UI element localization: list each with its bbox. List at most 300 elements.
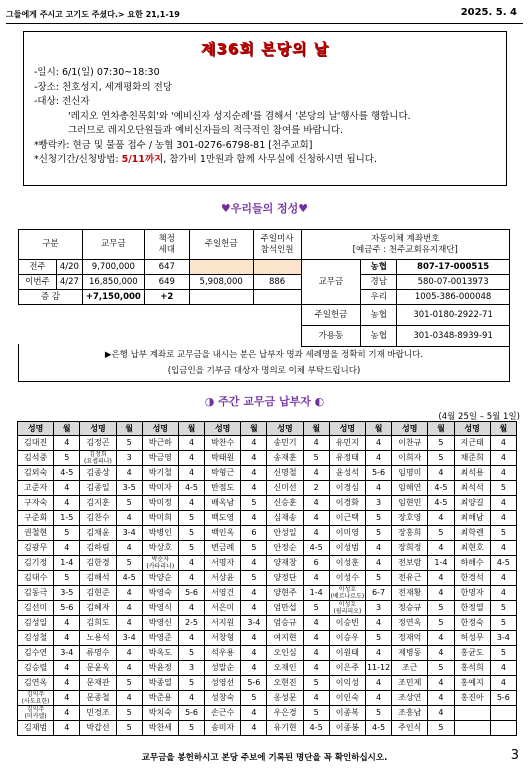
payer-name: 엄만섭: [267, 601, 303, 616]
footer-note: 교무금을 봉헌하시고 본당 주보에 기록된 명단을 꼭 확인하십시오.: [141, 753, 388, 763]
payer-name: 박태원: [205, 451, 241, 466]
payer-month: 5: [366, 511, 392, 526]
payer-name: 서은미: [205, 601, 241, 616]
payer-name: 허성무: [454, 631, 490, 646]
payer-month: 5: [116, 556, 142, 571]
payer-name: 정연옥: [392, 616, 428, 631]
payer-month: 3-5: [116, 481, 142, 496]
row-misa: 886: [253, 275, 301, 290]
row-date: 4/20: [56, 260, 82, 275]
payer-name: 이경화: [329, 496, 365, 511]
payer-name: 석우용: [205, 646, 241, 661]
payer-name: 김수연: [18, 646, 54, 661]
payer-month: 5: [116, 706, 142, 721]
payer-month: 5: [490, 601, 516, 616]
row-juil: 5,908,000: [189, 275, 253, 290]
payer-name: 장호영: [392, 511, 428, 526]
col-name-header: 성명: [142, 422, 178, 436]
event-title: 제36회 본당의 날: [200, 40, 330, 58]
apply-prefix: *신청기간/신청방법:: [34, 154, 122, 165]
payer-month: 4: [428, 586, 454, 601]
table-row: [18, 706, 517, 721]
payer-month: 5: [116, 436, 142, 451]
payer-month: 4: [366, 676, 392, 691]
h-juil: 주일헌금: [189, 230, 253, 260]
payer-name: 정재억: [392, 631, 428, 646]
payer-name: 오현진: [267, 676, 303, 691]
payer-month: 5: [490, 616, 516, 631]
payer-month: 4-5: [303, 721, 329, 736]
payer-name: 민경조: [80, 706, 116, 721]
payer-month: 4: [428, 511, 454, 526]
payer-name: 김희도: [80, 616, 116, 631]
event-desc-2: 그러므로 레지오단원들과 예비신자들의 적극적인 참여를 바랍니다.: [68, 125, 344, 136]
payer-month: 4: [116, 466, 142, 481]
payer-month: 5-6: [178, 586, 204, 601]
payer-month: 5: [241, 691, 267, 706]
payer-month: 5: [303, 676, 329, 691]
payer-month: 4: [54, 631, 80, 646]
payer-month: 4: [490, 586, 516, 601]
payer-name: 김익주 (사도요한): [18, 691, 54, 706]
payer-name: 김종상: [80, 466, 116, 481]
col-name-header: 성명: [18, 422, 54, 436]
payer-month: 2-5: [178, 616, 204, 631]
payer-name: 한경석: [454, 571, 490, 586]
payer-month: 5: [428, 436, 454, 451]
payer-month: 4: [490, 571, 516, 586]
payer-month: 5-6: [178, 706, 204, 721]
table-row: [18, 556, 517, 571]
payer-month: 5: [178, 721, 204, 736]
payer-month: 4: [178, 691, 204, 706]
payer-name: 김동극: [18, 586, 54, 601]
payer-month: 4-5: [116, 571, 142, 586]
payer-month: 5-6: [366, 466, 392, 481]
payer-month: [490, 721, 516, 736]
row-juil: [189, 260, 253, 275]
col-month-header: 월: [116, 422, 142, 436]
payer-name: 김성일: [18, 616, 54, 631]
payer-name: 양재창: [267, 556, 303, 571]
payer-name: 김성철: [18, 631, 54, 646]
payers-title: ◑ 주간 교무금 납부자 ◐: [204, 395, 325, 408]
payer-name: 김한경: [80, 556, 116, 571]
payer-month: 4: [178, 436, 204, 451]
table-row: [18, 571, 517, 586]
payer-name: 채준희: [454, 451, 490, 466]
payer-name: [454, 706, 490, 721]
col-month-header: 월: [303, 422, 329, 436]
payer-name: 문종철: [80, 691, 116, 706]
payer-name: 백도영: [205, 511, 241, 526]
row-label: 전주: [19, 260, 57, 275]
payer-name: 김찬수: [80, 511, 116, 526]
payer-name: 박병인: [142, 526, 178, 541]
payer-name: 박영식: [142, 601, 178, 616]
payer-month: 5: [428, 616, 454, 631]
payer-month: 3: [178, 661, 204, 676]
payer-month: 5: [116, 496, 142, 511]
payer-month: 1-4: [428, 556, 454, 571]
payer-name: 장홍희: [392, 526, 428, 541]
payer-month: 4: [366, 541, 392, 556]
payer-month: 4: [490, 661, 516, 676]
payer-month: 11-12: [366, 661, 392, 676]
payer-month: 4: [428, 541, 454, 556]
payer-month: 4: [116, 601, 142, 616]
payer-name: 서영건: [205, 586, 241, 601]
payer-month: 4: [116, 691, 142, 706]
payer-month: 5: [366, 571, 392, 586]
payer-name: 박갑선: [80, 721, 116, 736]
acct-no: 301-0348-8939-91: [397, 326, 510, 347]
payer-month: 4: [366, 616, 392, 631]
payer-name: 이성훈: [329, 556, 365, 571]
payer-name: 이성호 (베르나르도): [330, 586, 365, 600]
payer-month: 4-5: [428, 481, 454, 496]
table-row: [18, 691, 517, 706]
payer-name: 박금영: [142, 451, 178, 466]
payer-month: 5: [366, 706, 392, 721]
payer-month: 4: [241, 646, 267, 661]
payer-month: 4: [428, 571, 454, 586]
payer-month: 3-5: [54, 586, 80, 601]
payer-name: 박찬수: [205, 436, 241, 451]
acct-no: 807-17-000515: [397, 260, 510, 275]
payer-month: 4: [303, 511, 329, 526]
acct-bank: 경남: [361, 275, 397, 290]
payer-name: 엄승규: [267, 616, 303, 631]
h-auto: 자동이체 계좌번호 [예금주 : 천주교회유지재단]: [301, 230, 509, 260]
payer-month: 4: [241, 481, 267, 496]
payer-name: 우은경: [267, 706, 303, 721]
payer-name: 김대진: [18, 436, 54, 451]
payer-month: 4: [366, 556, 392, 571]
payer-month: 4: [490, 436, 516, 451]
payer-month: 4: [116, 646, 142, 661]
payer-name: 전보람: [392, 556, 428, 571]
payer-month: 4-5: [303, 541, 329, 556]
payer-name: 옹성문: [267, 691, 303, 706]
event-line-place: -장소: 천호성지, 세계평화의 전당: [34, 81, 173, 93]
payer-name: 고준자: [18, 481, 54, 496]
payer-name: 박기철: [142, 466, 178, 481]
payer-name: 신명철: [267, 466, 303, 481]
offering-notes: [18, 344, 510, 382]
payer-name: 문재관: [80, 676, 116, 691]
header-rule: [6, 23, 523, 24]
payer-name: 구준회: [18, 511, 54, 526]
table-row: [18, 541, 517, 556]
payer-name: 최석석: [454, 481, 490, 496]
payer-month: [490, 706, 516, 721]
payer-month: 4: [241, 586, 267, 601]
payer-month: 4: [116, 616, 142, 631]
row-date: 4/27: [56, 275, 82, 290]
payer-name: [454, 721, 490, 736]
payer-name: 반점도: [205, 481, 241, 496]
payer-month: 4: [428, 631, 454, 646]
payer-name: 서창형: [205, 631, 241, 646]
col-name-header: 성명: [80, 422, 116, 436]
event-desc-1: '레지오 연차총친목회'와 '예비신자 성지순례'를 겸해서 '본당의 날'행사를 행합니다.: [68, 110, 411, 122]
row-chaek: 649: [144, 275, 189, 290]
payer-name: 변금례: [205, 541, 241, 556]
acct-bank: 농협: [361, 305, 397, 326]
payer-month: 4: [303, 631, 329, 646]
payer-month: 1-5: [54, 511, 80, 526]
payer-name: 이익성: [329, 676, 365, 691]
payer-month: 5-6: [54, 601, 80, 616]
payers-period: (4월 25일 – 5월 1일): [438, 412, 520, 422]
table-row: [18, 676, 517, 691]
payer-month: 4: [303, 646, 329, 661]
payer-name: 김승렬: [18, 661, 54, 676]
row-gyomu: +7,150,000: [82, 290, 144, 305]
col-name-header: 성명: [267, 422, 303, 436]
table-row: [18, 451, 517, 466]
payer-name: 홍진아: [454, 691, 490, 706]
payer-name: 조흥남: [392, 706, 428, 721]
payer-name: 이성호 (필리피오): [329, 601, 365, 616]
payer-month: 4: [178, 601, 204, 616]
h-misa: 주일미사 참석인원: [253, 230, 301, 260]
payer-month: 6-7: [366, 586, 392, 601]
payer-month: 4: [303, 661, 329, 676]
payer-name: 류명수: [80, 646, 116, 661]
payer-month: 4: [116, 511, 142, 526]
payer-name: 심재송: [267, 511, 303, 526]
payer-month: 3-4: [54, 646, 80, 661]
payer-name: 박영숙: [142, 586, 178, 601]
payer-name: 안성일: [267, 526, 303, 541]
payer-name: 임명미: [392, 466, 428, 481]
payer-name: 양정단: [267, 571, 303, 586]
acct-bank: 농협: [361, 326, 397, 347]
payer-name: 윤성석: [329, 466, 365, 481]
payer-name: 임해연: [392, 481, 428, 496]
payer-month: 5: [428, 721, 454, 736]
note-1: ▶은행 납부 계좌로 교무금을 내시는 분은 납부자 명과 세례명을 정확히 기재 바랍니다.: [104, 350, 424, 360]
payer-name: 이미영: [329, 526, 365, 541]
table-row: [18, 466, 517, 481]
payer-month: 4-5: [366, 721, 392, 736]
row-chaek: +2: [144, 290, 189, 305]
table-row: [18, 511, 517, 526]
payer-month: 4: [54, 706, 80, 721]
payer-month: 4: [428, 691, 454, 706]
payer-name: 김정희 (요셉피나): [80, 451, 116, 466]
payer-name: 손근수: [205, 706, 241, 721]
event-line-target: -대상: 전신자: [34, 96, 90, 107]
payer-month: 4: [54, 541, 80, 556]
payer-name: 권철현: [18, 526, 54, 541]
payer-month: 4: [303, 466, 329, 481]
payer-name: 양현주: [267, 586, 303, 601]
payer-name: 김혜자: [80, 601, 116, 616]
payer-month: 5: [366, 631, 392, 646]
payer-month: 4: [428, 676, 454, 691]
payer-month: 4: [178, 556, 204, 571]
col-name-header: 성명: [454, 422, 490, 436]
payer-name: 한정열: [454, 601, 490, 616]
payer-month: 4: [54, 691, 80, 706]
payer-month: 4: [116, 541, 142, 556]
payer-month: 4: [303, 526, 329, 541]
payer-month: 4: [303, 571, 329, 586]
payer-month: 5: [178, 676, 204, 691]
payer-month: 5-6: [490, 691, 516, 706]
payer-month: 5: [428, 601, 454, 616]
payer-month: 4: [303, 436, 329, 451]
payer-name: 김기정: [18, 556, 54, 571]
payer-month: 6: [303, 556, 329, 571]
payer-name: 김재범: [18, 721, 54, 736]
payer-name: 송미자: [205, 721, 241, 736]
payer-name: 조민제: [392, 676, 428, 691]
payer-name: 박준용: [142, 691, 178, 706]
payer-month: 4: [54, 481, 80, 496]
payer-name: 노용석: [80, 631, 116, 646]
acct-bank: 우리: [361, 290, 397, 305]
payer-month: 4: [241, 601, 267, 616]
offering-table: [18, 229, 510, 347]
event-food: *빵락카: 현금 및 물품 접수 / 농협 301-0276-6798-81 [천주교회]: [34, 139, 313, 151]
payer-month: 1-4: [54, 556, 80, 571]
payer-month: 4: [241, 511, 267, 526]
payer-month: 3-4: [116, 631, 142, 646]
payer-name: 박미정: [142, 496, 178, 511]
payer-month: 4: [241, 436, 267, 451]
payer-month: 4: [241, 721, 267, 736]
payer-name: 한명자: [454, 586, 490, 601]
payer-month: 4: [116, 661, 142, 676]
table-row: [18, 436, 517, 451]
payer-name: 여지현: [267, 631, 303, 646]
payer-name: 서지원: [205, 616, 241, 631]
payer-month: 2: [303, 481, 329, 496]
header-verse: 그들에게 주시고 고기도 주셨다.> 요한 21,1-19: [6, 10, 180, 19]
acct-no: 580-07-0013973: [397, 275, 510, 290]
acct-type: 가용동: [301, 326, 361, 347]
payer-month: 4-5: [54, 466, 80, 481]
payer-month: 5: [178, 541, 204, 556]
payer-month: 4: [241, 451, 267, 466]
apply-deadline: 5/11까지: [121, 154, 164, 165]
payer-name: 정승규: [392, 601, 428, 616]
payer-month: 3-4: [241, 616, 267, 631]
payer-month: 4: [241, 466, 267, 481]
payer-name: 이원태: [329, 646, 365, 661]
row-label: 이번주: [19, 275, 57, 290]
payer-name: 성영선: [205, 676, 241, 691]
payer-name: 박종열: [142, 676, 178, 691]
payer-name: 이승빈: [329, 616, 365, 631]
payer-month: 5: [241, 541, 267, 556]
event-box: [23, 31, 507, 186]
payer-name: 한정숙: [454, 616, 490, 631]
payer-name: 신미선: [267, 481, 303, 496]
payer-name: 이성수: [329, 571, 365, 586]
payer-name: 서상윤: [205, 571, 241, 586]
payer-name: 이종복: [329, 706, 365, 721]
payer-month: 4: [303, 496, 329, 511]
payer-name: 이승우: [329, 631, 365, 646]
offering-title: ♥우리들의 정성♥: [220, 202, 309, 215]
payer-month: 5: [54, 571, 80, 586]
payer-month: 5: [366, 526, 392, 541]
payer-name: 서명자: [205, 556, 241, 571]
payer-name: 김현준: [80, 586, 116, 601]
col-month-header: 월: [241, 422, 267, 436]
row-misa: [253, 260, 301, 275]
payer-name: 유정태: [329, 451, 365, 466]
table-row: [18, 586, 517, 601]
table-row: [18, 481, 517, 496]
payer-name: 이찬규: [392, 436, 428, 451]
payer-month: 4: [241, 706, 267, 721]
payer-month: 4: [490, 541, 516, 556]
row-misa: [253, 290, 301, 305]
payer-month: 4: [178, 631, 204, 646]
payer-month: 4: [490, 496, 516, 511]
payer-name: 김광무: [18, 541, 54, 556]
col-month-header: 월: [366, 422, 392, 436]
payer-month: 4: [54, 676, 80, 691]
row-chaek: 647: [144, 260, 189, 275]
blank-area: [19, 305, 302, 347]
payer-month: 4-5: [490, 556, 516, 571]
payer-month: 4: [116, 586, 142, 601]
note-2: (입금인을 기부금 대상자 명의로 이체 부탁드립니다): [167, 366, 361, 376]
payer-month: 4: [178, 496, 204, 511]
payer-month: 4: [366, 481, 392, 496]
payer-name: 전재황: [392, 586, 428, 601]
table-row: [18, 661, 517, 676]
payer-name: 송민기: [267, 436, 303, 451]
payer-name: 이성범: [329, 541, 365, 556]
payer-month: 5-6: [241, 676, 267, 691]
payer-month: 3: [116, 451, 142, 466]
payer-name: 김석중: [18, 451, 54, 466]
payer-month: 5: [54, 451, 80, 466]
payer-name: 최현호: [454, 541, 490, 556]
col-month-header: 월: [490, 422, 516, 436]
payer-month: 4: [366, 691, 392, 706]
payer-name: 박미희: [142, 511, 178, 526]
payer-name: 박윤정: [142, 661, 178, 676]
payer-name: 김익주 (미카엘): [18, 706, 54, 721]
payer-name: 문윤옥: [80, 661, 116, 676]
row-juil: [189, 290, 253, 305]
table-row: [18, 721, 517, 736]
payer-month: 4: [428, 646, 454, 661]
payer-name: 홍예지: [454, 676, 490, 691]
payer-name: 박상호: [142, 541, 178, 556]
payer-month: 4: [303, 691, 329, 706]
payer-name: 임현민: [392, 496, 428, 511]
payer-month: 4: [241, 661, 267, 676]
page-number: 3: [510, 748, 519, 763]
payer-name: 하해수: [454, 556, 490, 571]
payer-month: 4: [490, 451, 516, 466]
payer-month: 5: [428, 451, 454, 466]
payer-name: 김지훈: [80, 496, 116, 511]
payer-name: 유기현: [267, 721, 303, 736]
payer-name: 최석용: [454, 466, 490, 481]
payer-month: 6: [241, 526, 267, 541]
